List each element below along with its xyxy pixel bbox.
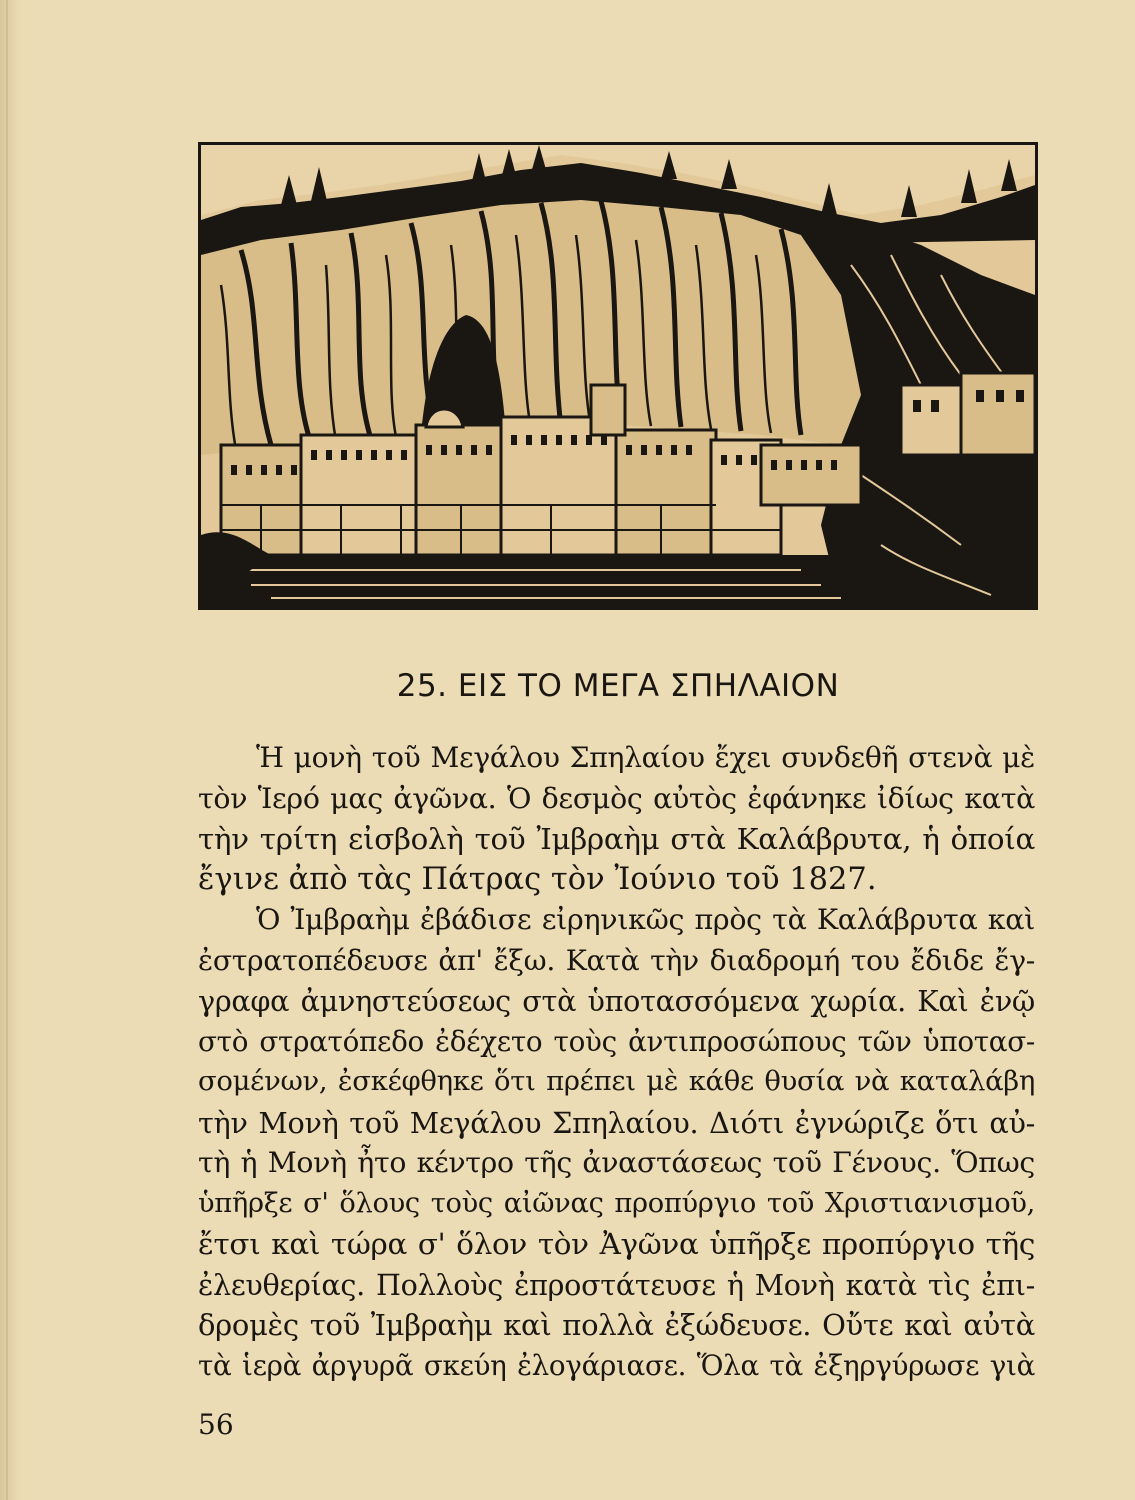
woodcut-monastery-image <box>201 145 1035 607</box>
text-line: ὑπῆρξε σ' ὅλους τοὺς αἰῶνας προπύργιο τοῦ Χριστιανισμοῦ, <box>198 1187 1035 1219</box>
text-line: Ἡ μονὴ τοῦ Μεγάλου Σπηλαίου ἔχει συνδεθῆ στενὰ μὲ <box>256 741 1035 774</box>
text-line: δρομὲς τοῦ Ἰμβραὴμ καὶ πολλὰ ἐξώδευσε. Οὔτε καὶ αὐτὰ <box>198 1308 1035 1342</box>
body-text <box>198 738 1035 1386</box>
text-line: Ὁ Ἰμβραὴμ ἐβάδισε εἰρηνικῶς πρὸς τὰ Καλάβρυτα καὶ <box>256 903 1035 936</box>
paragraph-2 <box>198 900 1035 1386</box>
page-number: 56 <box>198 1408 234 1441</box>
text-line: τὰ ἱερὰ ἀργυρᾶ σκεύη ἐλογάριασε. Ὅλα τὰ ἐξηργύρωσε γιὰ <box>198 1348 1035 1382</box>
page-edge <box>0 0 22 1500</box>
text-line: σομένων, ἐσκέφθηκε ὅτι πρέπει μὲ κάθε θυσία νὰ καταλάβη <box>198 1066 1035 1097</box>
monastery-illustration <box>198 142 1038 610</box>
text-line: γραφα ἀμνηστεύσεως στὰ ὑποτασσόμενα χωρία. Καὶ ἐνῷ <box>198 984 1035 1018</box>
text-line: τὴν τρίτη εἰσβολὴ τοῦ Ἰμβραὴμ στὰ Καλάβρυτα, ἡ ὁποία <box>198 822 1035 856</box>
text-line: ἐλευθερίας. Πολλοὺς ἐπροστάτευσε ἡ Μονὴ κατὰ τὶς ἐπι- <box>198 1267 1035 1302</box>
text-line: τὴν Μονὴ τοῦ Μεγάλου Σπηλαίου. Διότι ἐγνώριζε ὅτι αὐ- <box>198 1105 1035 1140</box>
text-line: ἔγινε ἀπὸ τὰς Πάτρας τὸν Ἰούνιο τοῦ 1827. <box>198 861 877 897</box>
paragraph-1 <box>198 738 1035 900</box>
page-edge-line <box>6 0 8 1500</box>
text-line: τὴ ἡ Μονὴ ἦτο κέντρο τῆς ἀναστάσεως τοῦ Γένους. Ὅπως <box>198 1146 1035 1179</box>
chapter-title: 25. ΕΙΣ ΤΟ ΜΕΓΑ ΣΠΗΛΑΙΟΝ <box>396 668 840 704</box>
text-line: τὸν Ἱερό μας ἀγῶνα. Ὁ δεσμὸς αὐτὸς ἐφάνηκε ἰδίως κατὰ <box>198 781 1035 815</box>
text-line: ἔτσι καὶ τώρα σ' ὅλον τὸν Ἀγῶνα ὑπῆρξε προπύργιο τῆς <box>198 1227 1035 1261</box>
text-line: στὸ στρατόπεδο ἐδέχετο τοὺς ἀντιπροσώπους τῶν ὑποτασ- <box>198 1024 1035 1058</box>
text-line: ἐστρατοπέδευσε ἀπ' ἔξω. Κατὰ τὴν διαδρομή του ἔδιδε ἔγ- <box>198 943 1035 977</box>
